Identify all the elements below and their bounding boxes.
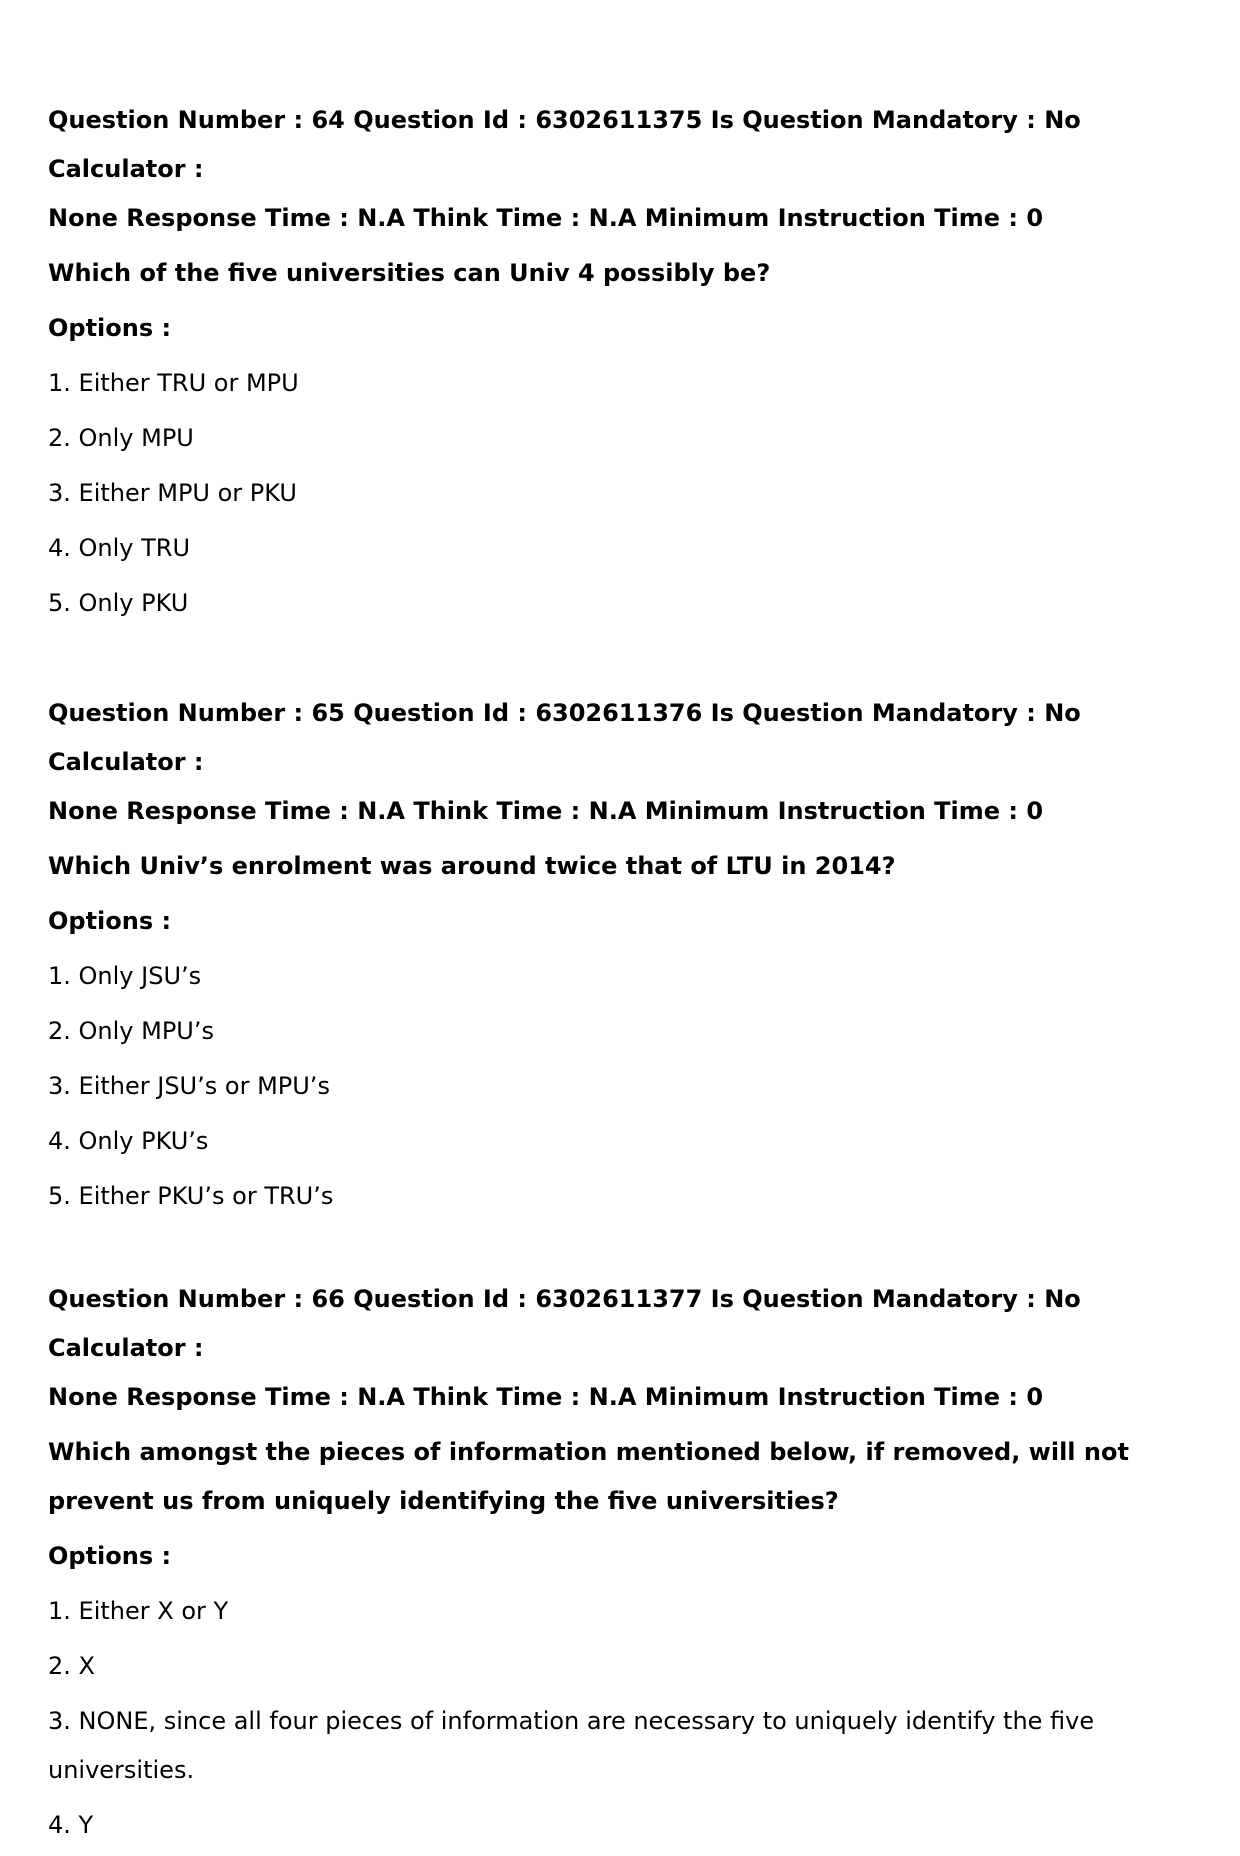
options-label: Options : (48, 314, 172, 342)
option-item: 2. Only MPU’s (48, 1017, 215, 1045)
document-page (48, 96, 1208, 1856)
question-meta-line-2: None Response Time : N.A Think Time : N.A Minimum Instruction Time : 0 (48, 797, 1044, 825)
question-66 (48, 1275, 1208, 1850)
question-meta-line-1: Question Number : 65 Question Id : 6302611376 Is Question Mandatory : No Calculator : (48, 699, 1081, 776)
option-item: 4. Y (48, 1811, 94, 1839)
question-text: Which amongst the pieces of information mentioned below, if removed, will not prevent us from uniquely identifying the five universities? (48, 1438, 1129, 1515)
question-meta-line-2: None Response Time : N.A Think Time : N.A Minimum Instruction Time : 0 (48, 204, 1044, 232)
option-item: 4. Only TRU (48, 534, 191, 562)
option-item: 1. Only JSU’s (48, 962, 202, 990)
options-label: Options : (48, 1542, 172, 1570)
question-meta-line-2: None Response Time : N.A Think Time : N.A Minimum Instruction Time : 0 (48, 1383, 1044, 1411)
question-spacer (48, 634, 1208, 689)
option-item: 4. Only PKU’s (48, 1127, 209, 1155)
option-item: 5. Either PKU’s or TRU’s (48, 1182, 334, 1210)
option-item: 3. Either MPU or PKU (48, 479, 297, 507)
option-item: 2. X (48, 1652, 95, 1680)
question-meta-line-1: Question Number : 66 Question Id : 6302611377 Is Question Mandatory : No Calculator : (48, 1285, 1081, 1362)
option-item: 1. Either TRU or MPU (48, 369, 299, 397)
options-label: Options : (48, 907, 172, 935)
question-spacer (48, 1227, 1208, 1275)
question-65 (48, 689, 1208, 1221)
question-text: Which Univ’s enrolment was around twice that of LTU in 2014? (48, 852, 896, 880)
option-item: 3. Either JSU’s or MPU’s (48, 1072, 330, 1100)
question-64 (48, 96, 1208, 628)
option-item: 3. NONE, since all four pieces of information are necessary to uniquely identify the five universities. (48, 1707, 1095, 1784)
option-item: 1. Either X or Y (48, 1597, 229, 1625)
question-text: Which of the five universities can Univ 4 possibly be? (48, 259, 771, 287)
option-item: 5. Only PKU (48, 589, 189, 617)
option-item: 2. Only MPU (48, 424, 194, 452)
question-meta-line-1: Question Number : 64 Question Id : 6302611375 Is Question Mandatory : No Calculator : (48, 106, 1081, 183)
